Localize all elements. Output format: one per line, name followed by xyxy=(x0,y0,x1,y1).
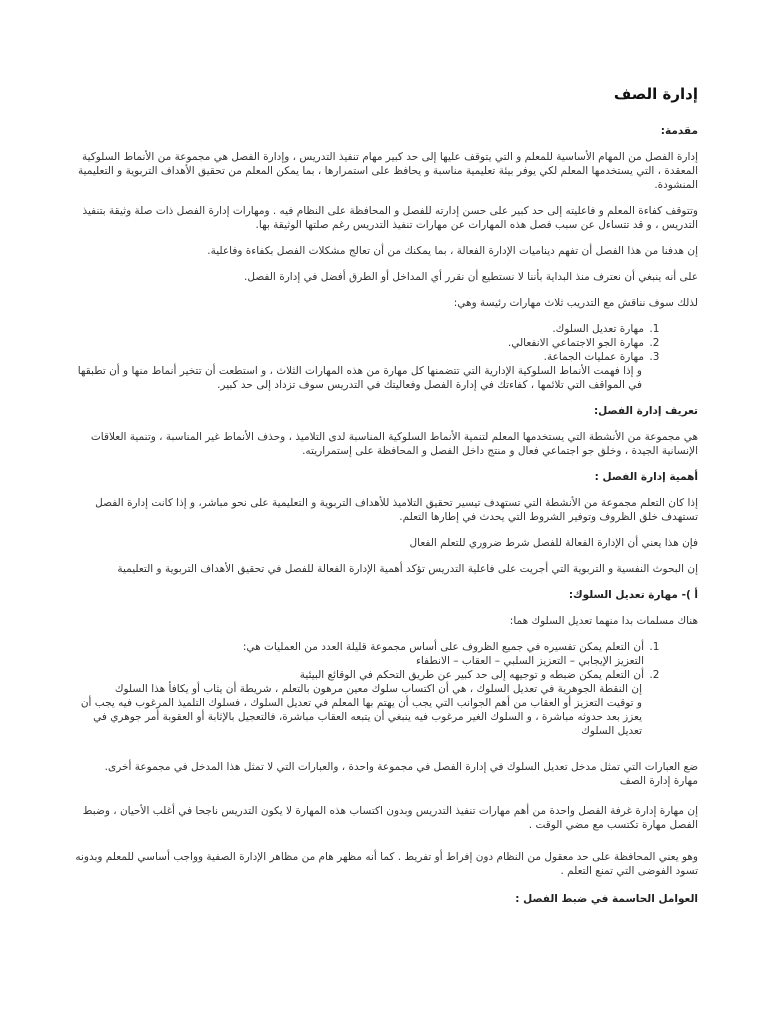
skills-note: و إذا فهمت الأنماط السلوكية الإدارية التي تتضمنها كل مهارة من هذه المهارات الثلاث ، و استطعت أن تتخير أنماط منها و أن تطبقها في المواقف التي تلائمها ، كفاءتك في إدارة الفصل وفعاليتك في التدريس سوف تزداد إلى حد كبير. xyxy=(77,365,642,391)
behavior-heading: أ )- مهارة تعديل السلوك: xyxy=(568,589,698,601)
importance-heading: أهمية إدارة الفصل : xyxy=(594,471,698,483)
definition-paragraph: هي مجموعة من الأنشطة التي يستخدمها المعلم لتنمية الأنماط السلوكية المناسبة لدى التلاميذ ، وحذف الأنماط غير المناسبة ، وتنمية العلاقات الإنسانية الجيدة ، وخلق جو اجتماعي فعال و منتج داخل الفصل و المحافظة على إستمراريته. xyxy=(90,431,698,457)
list-item: 3. مهارة عمليات الجماعة. xyxy=(70,350,646,364)
skills-list xyxy=(70,322,698,364)
definition-heading: تعريف إدارة الفصل: xyxy=(593,405,698,417)
document-page xyxy=(70,84,698,918)
room-paragraph-2: وهو يعني المحافظة على حد معقول من النظام دون إفراط أو تفريط . كما أنه مظهر هام من مظاهر الإدارة الصفية وواجب أساسي للمعلم وبدونه تسود الفوضى التي تمنع التعلم . xyxy=(75,851,698,877)
behavior-paragraph-3: مهارة إدارة الصف xyxy=(619,775,698,787)
premise-1-line-2: التعزيز الإيجابي – التعزيز السلبي – العقاب – الانطفاء xyxy=(416,655,644,667)
intro-paragraph-3: إن هدفنا من هذا الفصل أن تفهم ديناميات الإدارة الفعالة ، بما يمكنك من أن تعالج مشكلات الفصل بكفاءة وفاعلية. xyxy=(207,245,698,257)
premises-list xyxy=(70,640,698,682)
premise-2-line-1: 2. أن التعلم يمكن ضبطه و توجيهه إلى حد كبير عن طريق التحكم في الوقائع البيئية xyxy=(299,669,644,681)
room-paragraph-1: إن مهارة إدارة غرفة الفصل واحدة من أهم مهارات تنفيذ التدريس وبدون اكتساب هذه المهارة لا يكون التدريس ناجحا في أغلب الأحيان ، وضبط الفصل مهارة تكتسب مع مضي الوقت . xyxy=(82,805,698,831)
behavior-paragraph-1: هناك مسلمات بدا منهما تعديل السلوك هما: xyxy=(509,615,698,627)
intro-paragraph-2: وتتوقف كفاءة المعلم و فاعليته إلى حد كبير على حسن إدارته للفصل و المحافظة على النظام فيه . ومهارات إدارة الفصل ذات صلة وثيقة بتنفيذ التدريس ، و قد تتساءل عن سبب فصل هذه المهارات عن مهارات تنفيذ التدريس رغم صلتها الوثيقة بها. xyxy=(82,205,698,231)
list-item xyxy=(70,668,646,682)
page-title: إدارة الصف xyxy=(613,85,698,103)
importance-paragraph-2: فإن هذا يعني أن الإدارة الفعالة للفصل شرط ضروري للتعلم الفعال xyxy=(409,537,698,549)
intro-heading: مقدمة: xyxy=(660,125,698,137)
behavior-continuation-1: إن النقطة الجوهرية في تعديل السلوك ، هي أن اكتساب سلوك معين مرهون بالتعلم ، شريطة أن يثاب أو يكافأ هذا السلوك xyxy=(114,683,642,695)
factors-heading: العوامل الحاسمة في ضبط الفصل : xyxy=(515,893,698,905)
importance-paragraph-1: إذا كان التعلم مجموعة من الأنشطة التي تستهدف تيسير تحقيق التلاميذ للأهداف التربوية و التعليمية على نحو مباشر، و إذا كانت إدارة الفصل تستهدف خلق الظروف وتوفير الشروط التي يحدث في إطارها التعلم. xyxy=(95,497,698,523)
intro-paragraph-1: إدارة الفصل من المهام الأساسية للمعلم و التي يتوقف عليها إلى حد كبير مهام تنفيذ التدريس ، وإدارة الفصل هي مجموعة من الأنماط السلوكية المعقدة ، التي يستخدمها المعلم لكي يوفر بيئة تعليمية مناسبة و يحافظ على استمرارها ، بما يمكن المعلم من تحقيق الأهداف التربوية و التعليمية المنشودة. xyxy=(77,151,698,191)
list-item: 2. مهارة الجو الاجتماعي الانفعالي. xyxy=(70,336,646,350)
importance-paragraph-3: إن البحوث النفسية و التربوية التي أجريت على فاعلية التدريس تؤكد أهمية الإدارة الفعالة للفصل في تحقيق الأهداف التربوية و التعليمية xyxy=(117,563,698,575)
behavior-continuation-2: و توقيت التعزيز أو العقاب من أهم الجوانب التي يجب أن يهتم بها المعلم في تعديل السلوك ، فسلوك التلميذ المرغوب فيه يجب أن يعزز بعد حدوثه مباشرة ، و السلوك الغير مرغوب فيه ينبغي أن يتبعه العقاب مباشرة، فالتعجيل بالإثابة أو العقوبة أمر جوهري في تعديل السلوك xyxy=(80,697,642,737)
intro-paragraph-5: لذلك سوف نناقش مع التدريب ثلاث مهارات رئيسة وهي: xyxy=(453,297,698,309)
list-item: 1. مهارة تعديل السلوك. xyxy=(70,322,646,336)
premise-1-line-1: 1. أن التعلم يمكن تفسيره في جميع الظروف على أساس مجموعة قليلة العدد من العمليات هي: xyxy=(242,641,644,653)
intro-paragraph-4: على أنه ينبغي أن نعترف منذ البداية بأننا لا نستطيع أن نقرر أي المداخل أو الطرق أفضل في إدارة الفصل. xyxy=(244,271,698,283)
list-item xyxy=(70,640,646,668)
behavior-paragraph-2: ضع العبارات التي تمثل مدخل تعديل السلوك في إدارة الفصل في مجموعة واحدة ، والعبارات التي لا تمثل هذا المدخل في مجموعة أخرى. xyxy=(104,761,698,773)
